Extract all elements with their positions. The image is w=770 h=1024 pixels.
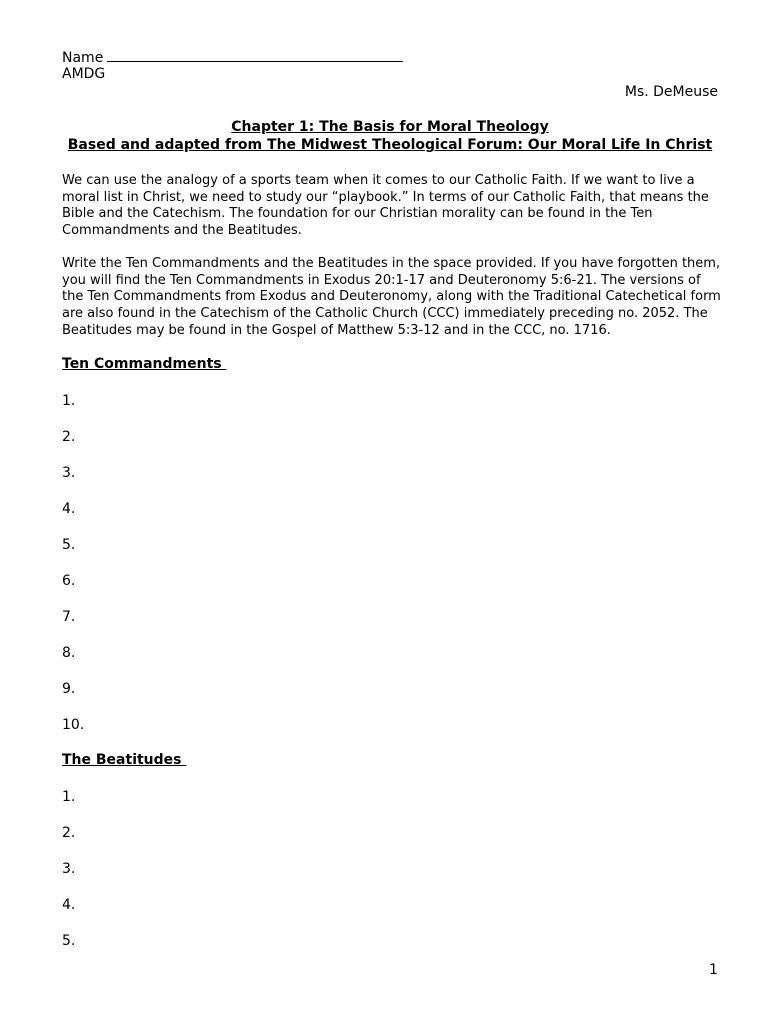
- beatitude-number-4: 4.: [62, 897, 76, 913]
- beatitudes-heading: The Beatitudes: [62, 752, 187, 768]
- commandment-number-7: 7.: [62, 609, 76, 625]
- beatitude-number-3: 3.: [62, 861, 76, 877]
- name-line: [62, 47, 403, 67]
- beatitude-number-5: 5.: [62, 933, 76, 949]
- commandment-number-6: 6.: [62, 573, 76, 589]
- amdg-label: AMDG: [62, 66, 106, 82]
- commandment-number-5: 5.: [62, 537, 76, 553]
- commandment-number-3: 3.: [62, 465, 76, 481]
- ten-commandments-heading: Ten Commandments: [62, 356, 227, 372]
- commandment-number-2: 2.: [62, 429, 76, 445]
- beatitude-number-1: 1.: [62, 789, 76, 805]
- instructions-paragraph: Write the Ten Commandments and the Beatitudes in the space provided. If you have forgotten them, you will find the Ten Commandments in Exodus 20:1-17 and Deuteronomy 5:6-21. The versions of the Ten Commandments from Exodus and Deuteronomy, along with the Traditional Catechetical form are also found in the Catechism of the Catholic Church (CCC) immediately preceding no. 2052. The Beatitudes may be found in the Gospel of Matthew 5:3-12 and in the CCC, no. 1716.: [62, 256, 721, 338]
- document-title-block: [62, 118, 718, 154]
- commandment-number-8: 8.: [62, 645, 76, 661]
- commandment-number-10: 10.: [62, 717, 85, 733]
- source-title: Based and adapted from The Midwest Theological Forum: Our Moral Life In Christ: [67, 137, 713, 153]
- intro-paragraph: We can use the analogy of a sports team when it comes to our Catholic Faith. If we want to live a moral list in Christ, we need to study our “playbook.” In terms of our Catholic Faith, that means the Bible and the Catechism. The foundation for our Christian morality can be found in the Ten Commandments and the Beatitudes.: [62, 173, 709, 239]
- beatitude-number-2: 2.: [62, 825, 76, 841]
- name-blank-line[interactable]: [107, 47, 403, 62]
- commandment-number-4: 4.: [62, 501, 76, 517]
- commandment-number-9: 9.: [62, 681, 76, 697]
- page-number: 1: [709, 962, 718, 978]
- commandment-number-1: 1.: [62, 393, 76, 409]
- chapter-title: Chapter 1: The Basis for Moral Theology: [231, 119, 549, 135]
- name-label: Name: [62, 50, 104, 66]
- teacher-name: Ms. DeMeuse: [624, 84, 718, 100]
